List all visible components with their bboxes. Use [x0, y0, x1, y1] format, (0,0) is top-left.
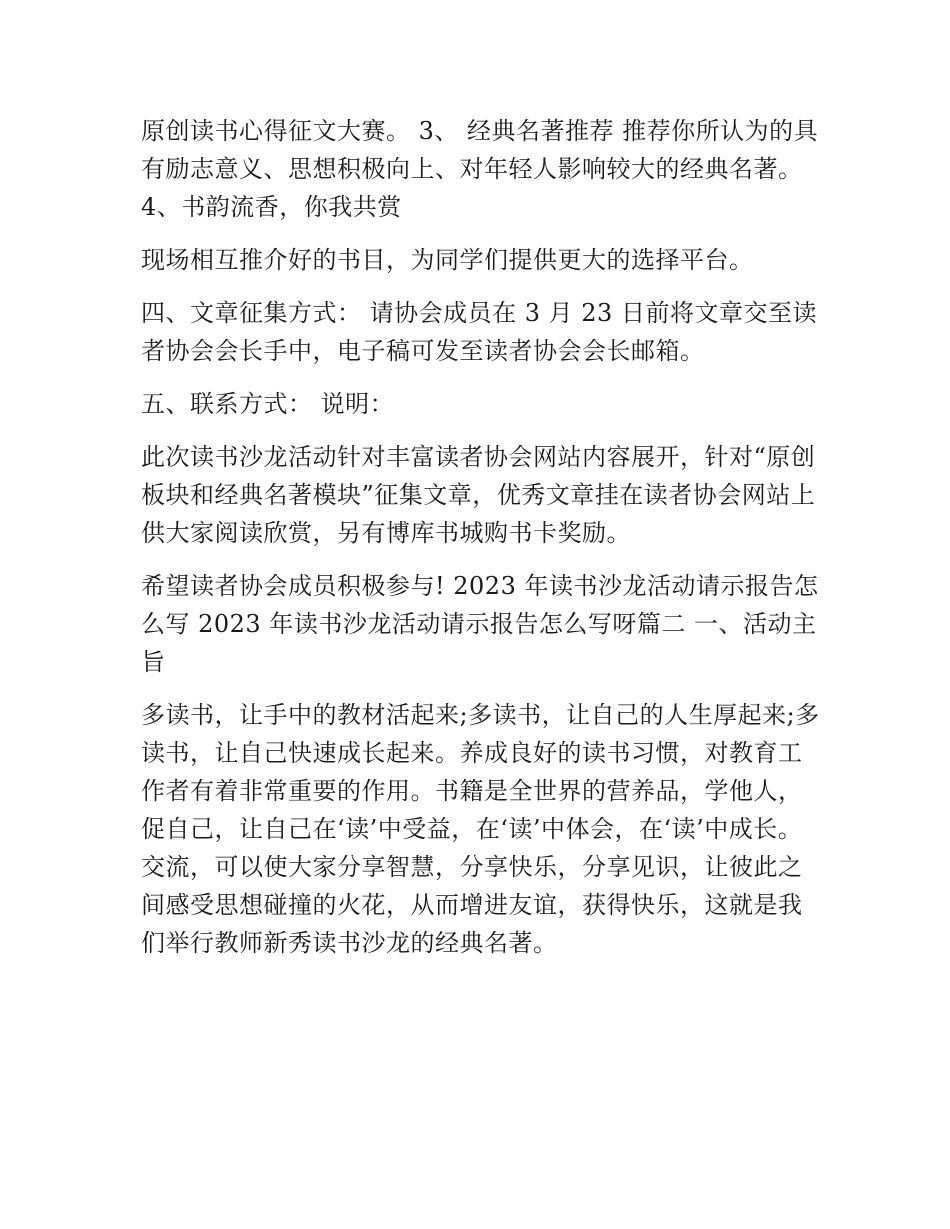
- paragraph: 五、联系方式： 说明：: [141, 390, 395, 418]
- paragraph: 现场相互推介好的书目，为同学们提供更大的选择平台。: [141, 246, 754, 274]
- paragraph: 希望读者协会成员积极参与! 2023 年读书沙龙活动请示报告怎么写 2023 年读书沙龙活动请示报告怎么写呀篇二 一、活动主旨: [141, 572, 819, 676]
- paragraph: 此次读书沙龙活动针对丰富读者协会网站内容展开，针对“原创板块和经典名著模块”征集文章，优秀文章挂在读者协会网站上供大家阅读欣赏，另有博库书城购书卡奖励。: [141, 443, 816, 547]
- document-body: [141, 112, 821, 962]
- paragraph: 多读书，让手中的教材活起来;多读书，让自己的人生厚起来;多读书，让自己快速成长起来。养成良好的读书习惯，对教育工作者有着非常重要的作用。书籍是全世界的营养品，学他人，促自己，让自己在‘读’中受益，在‘读’中体会，在‘读’中成长。交流，可以使大家分享智慧，分享快乐，分享见识，让彼此之间感受思想碰撞的火花，从而增进友谊，获得快乐，这就是我们举行教师新秀读书沙龙的经典名著。: [141, 701, 820, 957]
- paragraph: 原创读书心得征文大赛。 3、 经典名著推荐 推荐你所认为的具有励志意义、思想积极向上、对年轻人影响较大的经典名著。 4、书韵流香，你我共赏: [141, 117, 819, 221]
- paragraph: 四、文章征集方式： 请协会成员在 3 月 23 日前将文章交至读者协会会长手中，电子稿可发至读者协会会长邮箱。: [141, 299, 817, 365]
